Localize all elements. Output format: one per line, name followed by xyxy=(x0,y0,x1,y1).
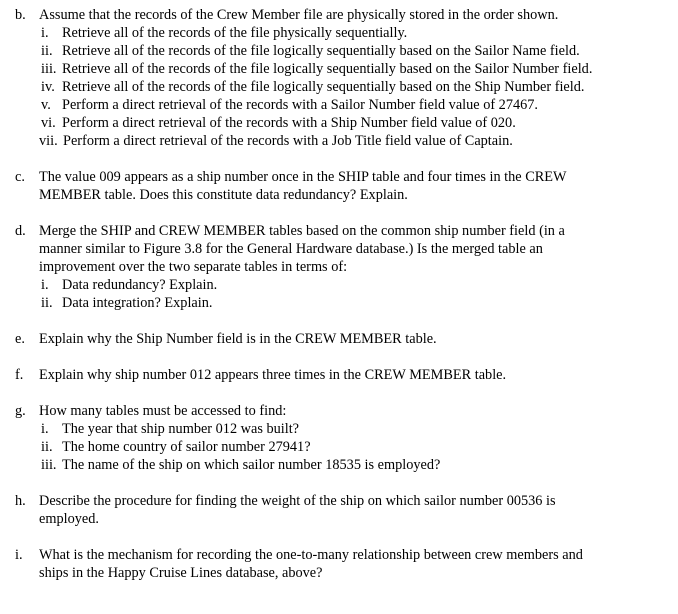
question-letter: i. xyxy=(15,547,23,563)
question-f xyxy=(0,366,678,384)
list-item: iii. Retrieve all of the records of the file logically sequentially based on the Sailor Number field. xyxy=(41,61,593,77)
question-letter: c. xyxy=(15,169,25,185)
question-letter: h. xyxy=(15,493,26,509)
question-letter: d. xyxy=(15,223,26,239)
question-h xyxy=(0,492,678,528)
question-text-line: Merge the SHIP and CREW MEMBER tables based on the common ship number field (in a xyxy=(39,223,565,239)
question-text-line: The value 009 appears as a ship number once in the SHIP table and four times in the CREW xyxy=(39,169,567,185)
question-text-line: improvement over the two separate tables in terms of: xyxy=(39,259,348,275)
question-text: How many tables must be accessed to find: xyxy=(39,403,287,419)
list-item: ii. Data integration? Explain. xyxy=(41,295,213,311)
list-item: i. Retrieve all of the records of the file physically sequentially. xyxy=(41,25,408,41)
question-b xyxy=(0,6,678,150)
question-g xyxy=(0,402,678,474)
question-c xyxy=(0,168,678,204)
question-i xyxy=(0,546,678,582)
question-letter: e. xyxy=(15,331,25,347)
question-text: Assume that the records of the Crew Member file are physically stored in the order shown. xyxy=(39,7,559,23)
list-item: vi. Perform a direct retrieval of the records with a Ship Number field value of 020. xyxy=(41,115,516,131)
question-text: Explain why ship number 012 appears three times in the CREW MEMBER table. xyxy=(39,367,507,383)
question-text-line: ships in the Happy Cruise Lines database, above? xyxy=(39,565,323,581)
question-e xyxy=(0,330,678,348)
question-text-line: manner similar to Figure 3.8 for the General Hardware database.) Is the merged table an xyxy=(39,241,543,257)
question-letter: f. xyxy=(15,367,24,383)
list-item: ii. Retrieve all of the records of the file logically sequentially based on the Sailor Name field. xyxy=(41,43,580,59)
question-text-line: What is the mechanism for recording the one-to-many relationship between crew members and xyxy=(39,547,583,563)
list-item: ii. The home country of sailor number 27941? xyxy=(41,439,311,455)
question-text-line: MEMBER table. Does this constitute data redundancy? Explain. xyxy=(39,187,408,203)
question-d xyxy=(0,222,678,312)
question-text-line: employed. xyxy=(39,511,99,527)
list-item: i. Data redundancy? Explain. xyxy=(41,277,218,293)
question-text-line: Describe the procedure for finding the weight of the ship on which sailor number 00536 is xyxy=(39,493,556,509)
list-item: vii. Perform a direct retrieval of the records with a Job Title field value of Captain. xyxy=(39,133,513,149)
list-item: i. The year that ship number 012 was built? xyxy=(41,421,300,437)
list-item: iv. Retrieve all of the records of the file logically sequentially based on the Ship Number field. xyxy=(41,79,585,95)
question-text: Explain why the Ship Number field is in the CREW MEMBER table. xyxy=(39,331,437,347)
question-letter: g. xyxy=(15,403,26,419)
list-item: v. Perform a direct retrieval of the records with a Sailor Number field value of 27467. xyxy=(41,97,538,113)
list-item: iii. The name of the ship on which sailor number 18535 is employed? xyxy=(41,457,441,473)
question-letter: b. xyxy=(15,7,26,23)
